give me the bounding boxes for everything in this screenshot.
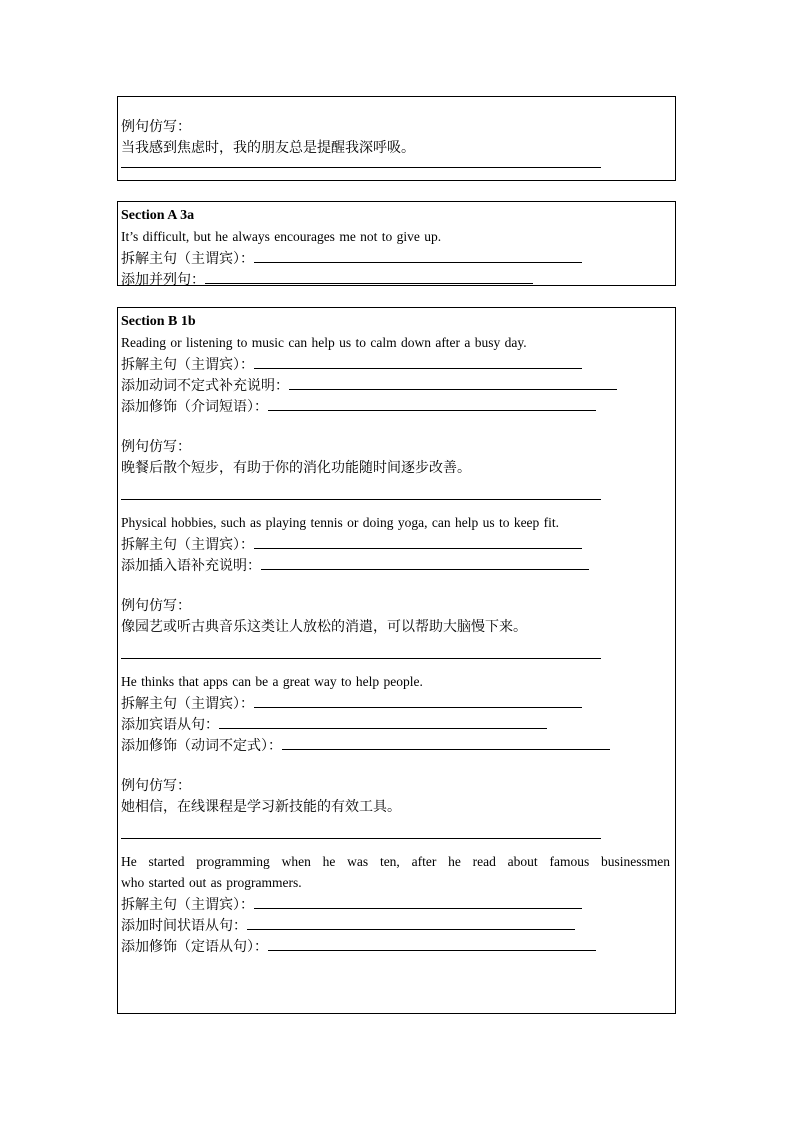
answer-blank[interactable] (254, 692, 582, 708)
add-modifier-row (121, 734, 672, 755)
answer-blank[interactable] (254, 533, 582, 549)
split-main-clause-row (121, 353, 672, 374)
answer-blank[interactable] (282, 734, 610, 750)
add-modifier-row (121, 935, 672, 956)
add-parallel-row (121, 268, 672, 289)
example-sentence-line-2: who started out as programmers. (121, 875, 302, 890)
answer-blank[interactable] (205, 268, 533, 284)
answer-blank[interactable] (254, 893, 582, 909)
split-main-clause-row (121, 533, 672, 554)
insert-label: 添加插入语补充说明： (121, 558, 261, 574)
section-b-1b-box (117, 307, 676, 1014)
add-infinitive-row (121, 374, 672, 395)
split-main-clause-row (121, 247, 672, 268)
example-sentence: Physical hobbies, such as playing tennis or doing yoga, can help us to keep fit. (121, 515, 560, 530)
imitation-box-top (117, 96, 676, 181)
imitate-label: 例句仿写： (121, 439, 191, 455)
section-a-3a-box (117, 201, 676, 286)
imitate-label: 例句仿写： (121, 598, 191, 614)
answer-blank[interactable] (289, 374, 617, 390)
add-time-clause-row (121, 914, 672, 935)
answer-blank[interactable] (121, 638, 601, 659)
split-label: 拆解主句（主谓宾）： (121, 897, 254, 913)
modifier-label: 添加修饰（介词短语）： (121, 399, 268, 415)
answer-blank[interactable] (121, 818, 601, 839)
split-label: 拆解主句（主谓宾）： (121, 537, 254, 553)
imitate-sentence: 她相信，在线课程是学习新技能的有效工具。 (121, 799, 401, 815)
split-label: 拆解主句（主谓宾）： (121, 696, 254, 712)
answer-blank[interactable] (121, 479, 601, 500)
answer-blank[interactable] (268, 935, 596, 951)
example-sentence: He thinks that apps can be a great way to help people. (121, 674, 423, 689)
answer-blank[interactable] (254, 247, 582, 263)
answer-blank[interactable] (121, 159, 601, 168)
imitate-label: 例句仿写： (121, 119, 191, 135)
answer-blank[interactable] (254, 353, 582, 369)
imitate-sentence: 晚餐后散个短步，有助于你的消化功能随时间逐步改善。 (121, 460, 471, 476)
add-modifier-row (121, 395, 672, 416)
time-clause-label: 添加时间状语从句： (121, 918, 247, 934)
split-label: 拆解主句（主谓宾）： (121, 357, 254, 373)
answer-blank[interactable] (261, 554, 589, 570)
answer-blank[interactable] (247, 914, 575, 930)
answer-blank[interactable] (219, 713, 547, 729)
imitate-sentence: 像园艺或听古典音乐这类让人放松的消遣，可以帮助大脑慢下来。 (121, 619, 527, 635)
section-heading: Section A 3a (121, 208, 195, 223)
modifier-label: 添加修饰（动词不定式）： (121, 738, 282, 754)
imitate-label: 例句仿写： (121, 778, 191, 794)
example-sentence-line-1: He started programming when he was ten, after he read about famous businessmen (121, 854, 670, 869)
object-clause-label: 添加宾语从句： (121, 717, 219, 733)
imitate-sentence: 当我感到焦虑时，我的朋友总是提醒我深呼吸。 (121, 140, 415, 156)
split-main-clause-row (121, 893, 672, 914)
split-label: 拆解主句（主谓宾）： (121, 251, 254, 267)
add-object-clause-row (121, 713, 672, 734)
split-main-clause-row (121, 692, 672, 713)
example-sentence: It’s difficult, but he always encourages me not to give up. (121, 229, 442, 244)
parallel-label: 添加并列句： (121, 272, 205, 288)
infinitive-label: 添加动词不定式补充说明： (121, 378, 289, 394)
add-insertion-row (121, 554, 672, 575)
answer-blank[interactable] (268, 395, 596, 411)
example-sentence: Reading or listening to music can help us to calm down after a busy day. (121, 335, 527, 350)
section-heading: Section B 1b (121, 314, 196, 329)
modifier-label: 添加修饰（定语从句）： (121, 939, 268, 955)
